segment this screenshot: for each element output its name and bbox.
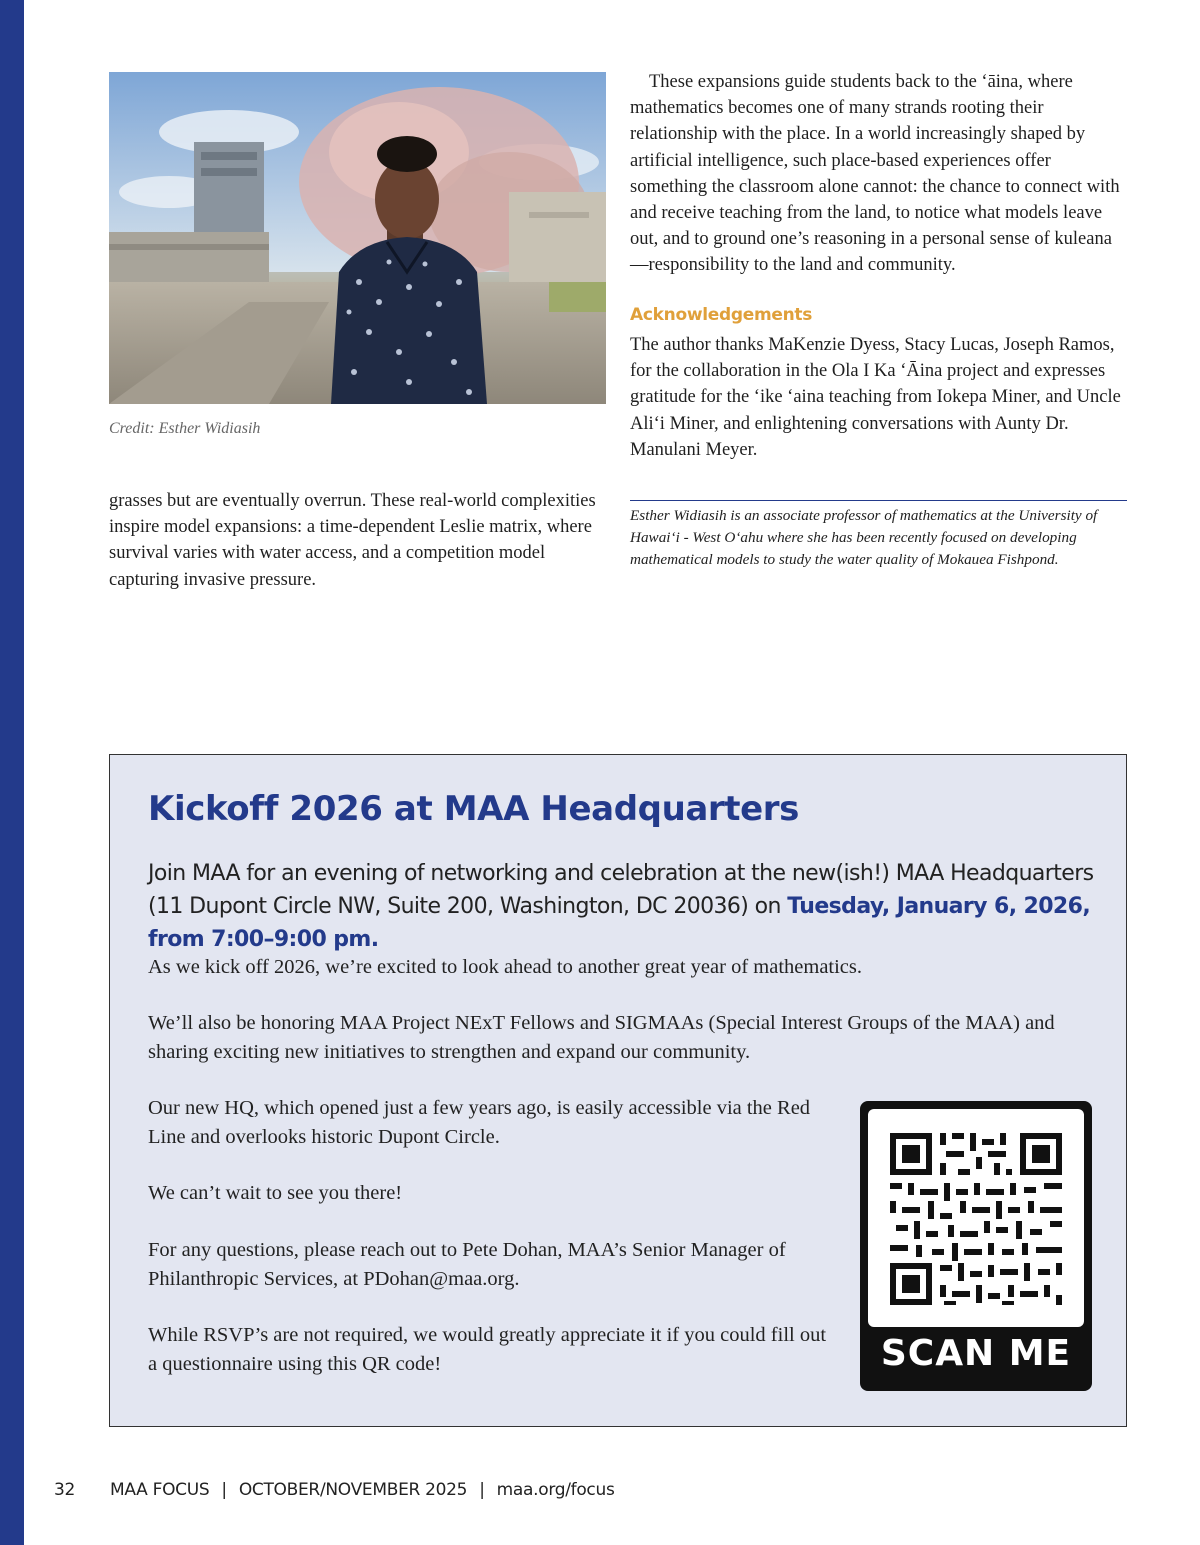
scan-me-label: SCAN ME bbox=[880, 1333, 1072, 1374]
author-bio: Esther Widiasih is an associate professor of mathematics at the University of Hawaiʻi - West Oʻahu where she has been recently focused on developing mathematical models to study the water quality of Mokauea Fishpond. bbox=[630, 507, 1098, 568]
page-number: 32 bbox=[54, 1480, 76, 1500]
qr-code-card[interactable] bbox=[860, 1101, 1092, 1391]
footer-separator: | bbox=[479, 1480, 485, 1500]
photo-credit: Credit: Esther Widiasih bbox=[109, 420, 261, 437]
event-paragraph-5: For any questions, please reach out to Pete Dohan, MAA’s Senior Manager of Philanthropic Services, at PDohan@maa.org. bbox=[148, 1239, 786, 1290]
page-footer bbox=[54, 1480, 615, 1500]
issue-date: OCTOBER/NOVEMBER 2025 bbox=[238, 1480, 468, 1500]
left-column-paragraph: grasses but are eventually overrun. These real-world complexities inspire model expansions: a time-dependent Leslie matrix, where survival varies with water access, and a competition model capturing invasive pressure. bbox=[109, 491, 596, 590]
event-intro bbox=[148, 857, 1108, 956]
event-paragraph-6: While RSVP’s are not required, we would greatly appreciate it if you could fill out a questionnaire using this QR code! bbox=[148, 1324, 827, 1375]
acknowledgements-text: The author thanks MaKenzie Dyess, Stacy Lucas, Joseph Ramos, for the collaboration in the Ola I Ka ʻĀina project and expresses gratitude for the ʻike ʻaina teaching from Iokepa Miner, and Uncle Aliʻi Miner, and enlightening conversations with Aunty Dr. Manulani Meyer. bbox=[630, 335, 1121, 460]
footer-url[interactable]: maa.org/focus bbox=[496, 1480, 615, 1500]
event-intro-text: Join MAA for an evening of networking and celebration at the new(ish!) MAA Headquarters (11 Dupont Circle NW, Suite 200, Washington, DC 20036) on bbox=[148, 861, 1094, 919]
qr-code-icon bbox=[868, 1109, 1084, 1327]
right-column-paragraph: These expansions guide students back to the ʻāina, where mathematics becomes one of many strands rooting their relationship with the place. In a world increasingly shaped by artificial intelligence, such place-based experiences offer something the classroom alone cannot: the chance to connect with and receive teaching from the land, to notice what models leave out, and to ground one’s reasoning in a personal sense of kuleana—responsibility to the land and community. bbox=[630, 72, 1120, 276]
side-color-bar bbox=[0, 0, 24, 1545]
event-paragraph-1: As we kick off 2026, we’re excited to look ahead to another great year of mathematics. bbox=[148, 956, 863, 978]
author-photo bbox=[109, 72, 606, 404]
event-paragraph-3: Our new HQ, which opened just a few years ago, is easily accessible via the Red Line and overlooks historic Dupont Circle. bbox=[148, 1097, 811, 1148]
event-date: Tuesday, January 6, 2026, from 7:00–9:00 pm. bbox=[148, 894, 1091, 952]
event-announcement-box bbox=[109, 754, 1127, 1427]
event-title: Kickoff 2026 at MAA Headquarters bbox=[148, 789, 799, 829]
event-paragraph-4: We can’t wait to see you there! bbox=[148, 1182, 403, 1204]
event-paragraph-2: We’ll also be honoring MAA Project NExT Fellows and SIGMAAs (Special Interest Groups of the MAA) and sharing exciting new initiatives to strengthen and expand our community. bbox=[148, 1012, 1055, 1063]
footer-separator: | bbox=[221, 1480, 227, 1500]
publication-name: MAA FOCUS bbox=[110, 1480, 210, 1500]
acknowledgements-heading: Acknowledgements bbox=[630, 305, 813, 325]
bio-divider bbox=[630, 500, 1127, 501]
